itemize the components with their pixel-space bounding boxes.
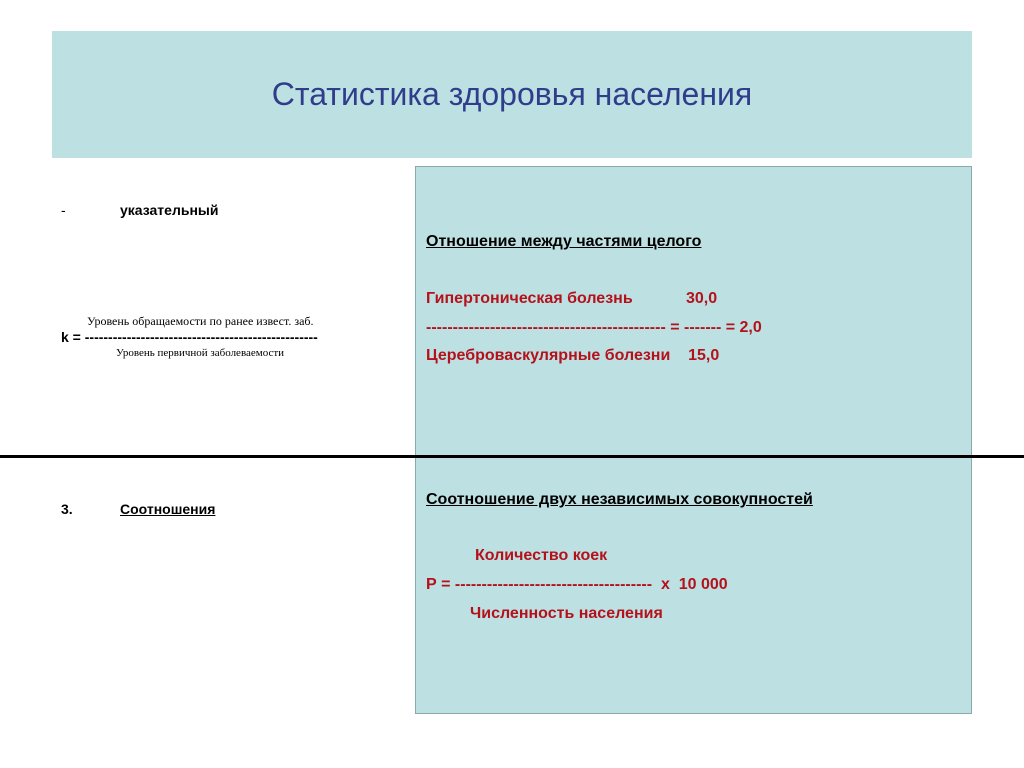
row-cerebrovascular: Цереброваскулярные болезни 15,0 (426, 347, 720, 364)
formula-line: k = -------------------------------------------------- (61, 329, 318, 345)
denominator-population: Численность населения (470, 605, 663, 622)
item-number: 3. (61, 501, 73, 517)
numerator-beds: Количество коек (475, 547, 608, 564)
formula-numerator: Уровень обращаемости по ранее извест. заб. (87, 314, 314, 328)
divider-line (0, 455, 1024, 458)
formula-p-line: Р = ------------------------------------- х 10 000 (426, 576, 728, 593)
row-hypertension: Гипертоническая болезнь 30,0 (426, 290, 718, 307)
indicator-label: указательный (120, 202, 219, 218)
heading-parts-of-whole: Отношение между частями целого (426, 233, 702, 250)
bullet-dash: - (61, 202, 66, 218)
page-title: Статистика здоровья населения (271, 76, 753, 112)
row-ratio-line: --------------------------------------------- = ------- = 2,0 (426, 319, 762, 336)
item-label: Соотношения (120, 501, 216, 517)
heading-independent-sets: Соотношение двух независимых совокупностей (426, 491, 813, 508)
title-banner (52, 31, 972, 158)
formula-denominator: Уровень первичной заболеваемости (116, 347, 285, 359)
